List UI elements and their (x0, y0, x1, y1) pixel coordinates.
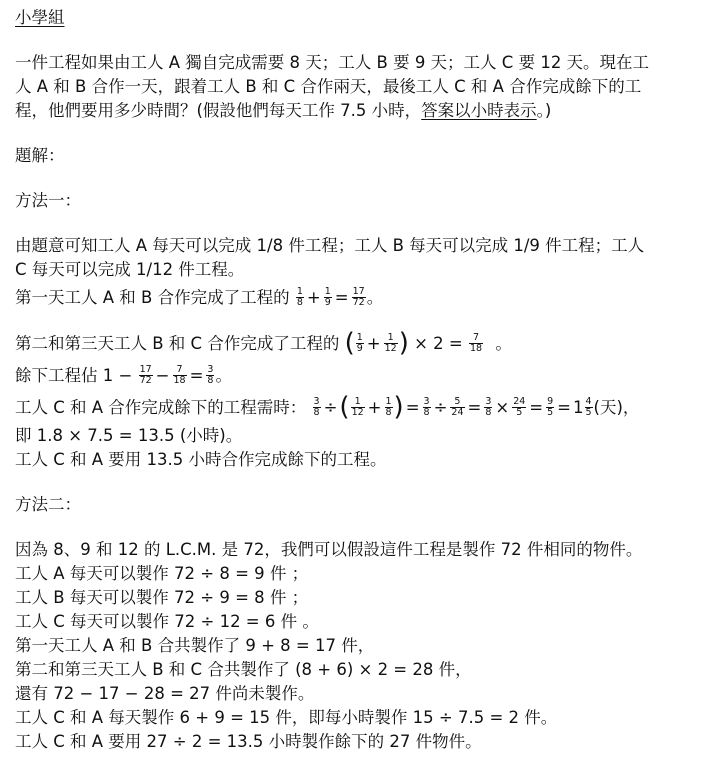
method2-line: 還有 72 − 17 − 28 = 27 件尚未製作。 (15, 684, 315, 703)
solution-label: 題解： (15, 146, 65, 165)
method1-remaining: 餘下工程佔 1 − $\frac{17}{72}$ − $\frac{7}{18}$ = $\frac{3}{8}$ 。 (15, 364, 232, 386)
document-page (15, 6, 695, 754)
method2-line: 工人 C 和 A 要用 27 ÷ 2 = 13.5 小時製作餘下的 27 件物件。 (15, 732, 482, 751)
problem-close: 。) (536, 101, 552, 120)
method1-time-needed: 工人 C 和 A 合作完成餘下的工程需時： $\frac{3}{8}$ ÷( $\frac{1}{12}$ + $\frac{1}{8}$ ) = $\frac{3}{8}$ ÷ $\frac{5}{24}$ = $\frac{3}{8}$ × $\frac{24}{5}$ = $\frac{9}{5}$ = 1 $\frac{4}{5}$ (天)， (15, 391, 640, 422)
method2-label: 方法二： (15, 495, 81, 514)
method1-hours: 即 1.8 × 7.5 = 13.5 (小時)。 (15, 426, 243, 445)
method2-line: 因為 8、9 和 12 的 L.C.M. 是 72，我們可以假設這件工程是製作 72 件相同的物件。 (15, 540, 643, 559)
day1-expression: $\frac{1}{8}$ + $\frac{1}{9}$ = $\frac{17}{72}$ 。 (296, 286, 384, 308)
method2-line: 工人 A 每天可以製作 72 ÷ 8 = 9 件 ； (15, 564, 309, 583)
method2-line: 第二和第三天工人 B 和 C 合共製作了 (8 + 6) × 2 = 28 件， (15, 660, 472, 679)
method1-label: 方法一： (15, 191, 81, 210)
page-heading: 小學組 (15, 8, 65, 27)
day1-text: 第一天工人 A 和 B 合作完成了工程的 (15, 288, 290, 307)
remain-text: 餘下工程佔 1 − (15, 366, 133, 385)
method1-conclusion: 工人 C 和 A 要用 13.5 小時合作完成餘下的工程。 (15, 450, 387, 469)
method1-day1 (15, 282, 695, 314)
method1-intro-2: C 每天可以完成 1/12 件工程。 (15, 260, 245, 279)
day23-expression: ( $\frac{1}{9}$ + $\frac{1}{12}$ ) × 2 = $\frac{7}{18}$ 。 (344, 327, 512, 358)
fraction: $\frac{1}{9}$ (324, 286, 331, 308)
method2-line: 工人 B 每天可以製作 72 ÷ 9 = 8 件 ； (15, 588, 309, 607)
fraction: $\frac{1}{8}$ (296, 286, 303, 308)
method2-line: 工人 C 每天可以製作 72 ÷ 12 = 6 件 。 (15, 612, 319, 631)
fraction: $\frac{17}{72}$ (352, 286, 365, 308)
problem-line-3 (15, 99, 695, 123)
problem-line-2: 人 A 和 B 合作一天，跟着工人 B 和 C 合作兩天，最後工人 C 和 A 合作完成餘下的工 (15, 77, 642, 96)
need-text: 工人 C 和 A 合作完成餘下的工程需時： (15, 398, 307, 417)
method1-day23 (15, 328, 695, 360)
method1-intro-1: 由題意可知工人 A 每天可以完成 1/8 件工程；工人 B 每天可以完成 1/9 件工程；工人 (15, 236, 645, 255)
problem-line-1: 一件工程如果由工人 A 獨自完成需要 8 天；工人 B 要 9 天；工人 C 要 12 天。現在工 (15, 53, 650, 72)
day23-text: 第二和第三天工人 B 和 C 合作完成了工程的 (15, 334, 340, 353)
method2-line: 工人 C 和 A 每天製作 6 + 9 = 15 件，即每小時製作 15 ÷ 7.5 = 2 件。 (15, 708, 558, 727)
answer-unit-note: 答案以小時表示 (421, 101, 537, 120)
problem-text: 程，他們要用多少時間？(假設他們每天工作 7.5 小時， (15, 101, 422, 120)
method2-line: 第一天工人 A 和 B 合共製作了 9 + 8 = 17 件， (15, 636, 375, 655)
